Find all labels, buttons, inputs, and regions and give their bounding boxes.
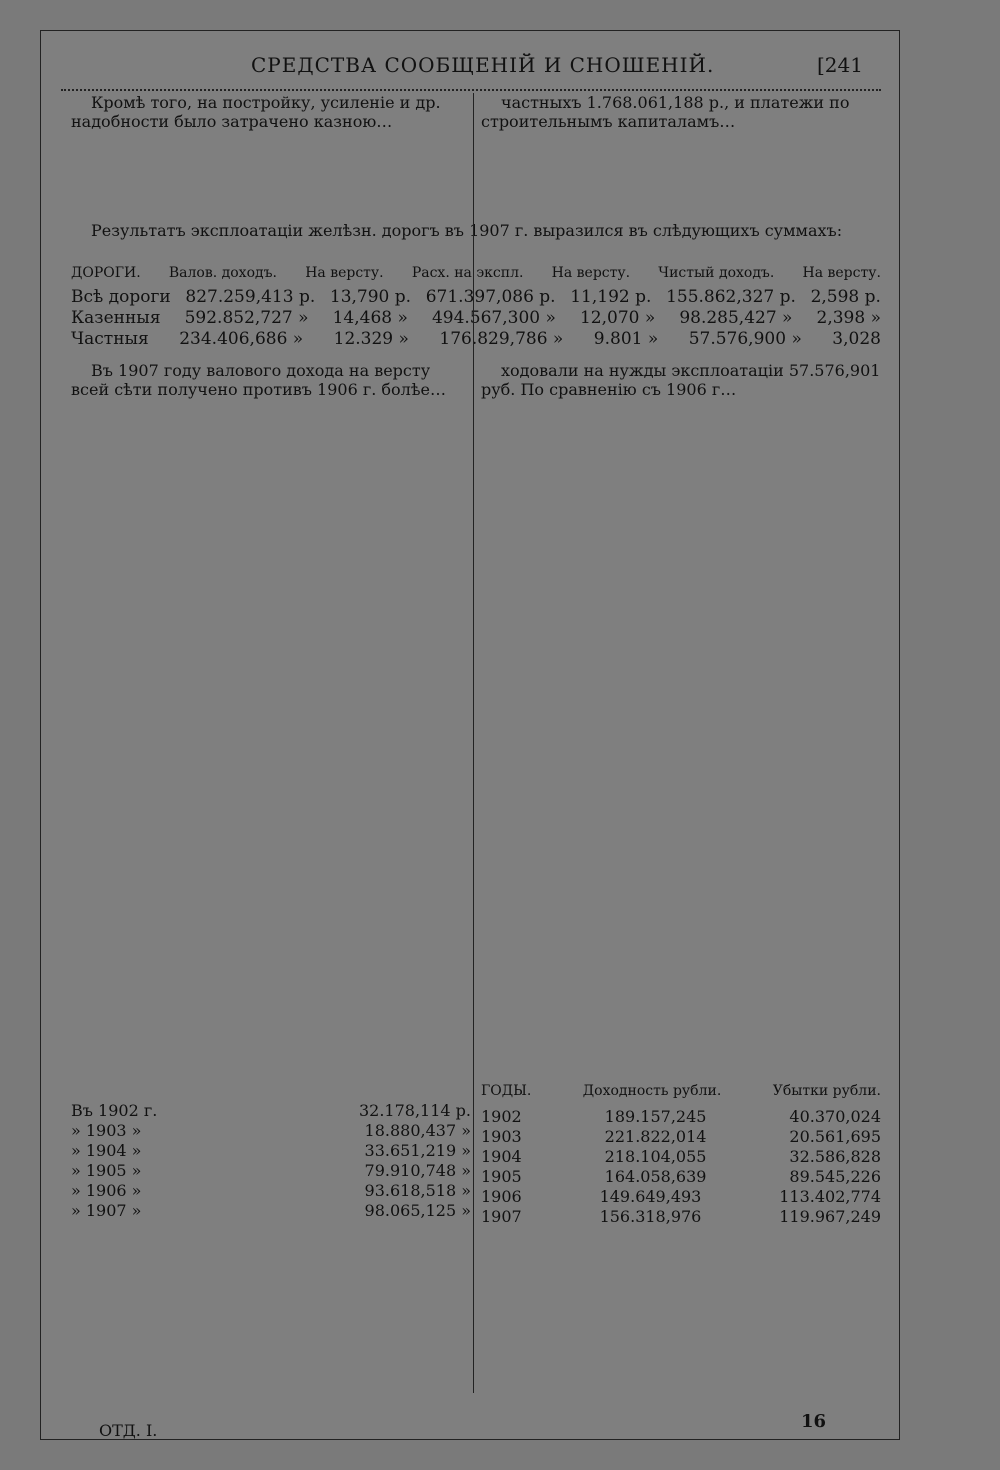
year-value: 98.065,125 » [364,1201,471,1220]
table-cell: 176.829,786 » [439,329,564,349]
table-header-cell: ГОДЫ. [481,1083,532,1099]
income-losses-table [481,1081,881,1227]
table-cell: 234.406,686 » [179,329,304,349]
table-row [71,308,881,329]
table-cell: Частныя [71,329,149,349]
year-label: » 1907 » [71,1201,142,1220]
left-top-text [71,93,471,139]
year-label: Въ 1902 г. [71,1101,158,1120]
table-cell: 12,070 » [579,308,656,328]
table-cell: Казенныя [71,308,161,328]
paragraph: Кромѣ того, на постройку, усиленіе и др. надобности было затрачено казною… [71,93,441,131]
page-header [41,45,901,85]
results-table-head [71,265,881,281]
table-cell: 1902 [481,1107,522,1126]
year-label: » 1906 » [71,1181,142,1200]
table-cell: 149.649,493 [599,1187,702,1206]
table-cell: 113.402,774 [779,1187,881,1206]
list-item [71,1121,471,1141]
table-row [481,1167,881,1187]
right-top-text [481,93,881,139]
table-header-cell: Валов. доходъ. [168,265,277,281]
table-cell: 671.397,086 р. [425,287,556,307]
table-cell: 1906 [481,1187,522,1206]
list-item [71,1201,471,1221]
table-header-cell: ДОРОГИ. [71,265,141,281]
table-cell: 827.259,413 р. [185,287,316,307]
table-cell: 40.370,024 [789,1107,881,1126]
table-row [481,1107,881,1127]
table-cell: 3,028 [832,329,881,349]
table-cell: 12.329 » [333,329,409,349]
table-row [481,1127,881,1147]
paragraph: ходовали на нужды эксплоатаціи 57.576,901 руб. По сравненію съ 1906 г… [481,361,881,399]
list-item [71,1161,471,1181]
table-header-cell: Расх. на экспл. [411,265,524,281]
page-number: [241 [817,53,863,77]
table-cell: 218.104,055 [604,1147,707,1166]
list-item [71,1181,471,1201]
table-cell: 2,598 р. [810,287,881,307]
column-divider [473,93,475,1393]
section-label: ОТД. I. [99,1421,158,1440]
table-cell: 1903 [481,1127,522,1146]
table-header-cell: Чистый доходъ. [658,265,775,281]
losses-by-year [71,1101,471,1221]
year-label: » 1904 » [71,1141,142,1160]
table-cell: 32.586,828 [789,1147,881,1166]
table-row [71,329,881,350]
paragraph: Результатъ эксплоатаціи желѣзн. дорогъ въ 1907 г. выразился въ слѣдующихъ суммахъ: [91,221,843,240]
table-cell: 57.576,900 » [688,329,802,349]
table-cell: 1904 [481,1147,522,1166]
right-main-text [481,361,881,407]
table-cell: 155.862,327 р. [666,287,796,307]
list-item [71,1101,471,1121]
table-cell: 1905 [481,1167,522,1186]
table-row [481,1187,881,1207]
table-cell: 119.967,249 [779,1207,881,1226]
table-cell: Всѣ дороги [71,287,171,307]
table-row [481,1147,881,1167]
table-cell: 98.285,427 » [679,308,793,328]
year-value: 93.618,518 » [364,1181,471,1200]
page-title: СРЕДСТВА СООБЩЕНІЙ И СНОШЕНІЙ. [251,53,715,77]
results-intro [71,221,881,248]
table-cell: 11,192 р. [570,287,652,307]
table-cell: 156.318,976 [599,1207,702,1226]
table-row [71,287,881,308]
year-label: » 1905 » [71,1161,142,1180]
year-label: » 1903 » [71,1121,142,1140]
signature-number: 16 [801,1411,827,1432]
table-cell: 221.822,014 [604,1127,707,1146]
table-header-cell: На версту. [802,265,881,281]
table-cell: 164.058,639 [604,1167,707,1186]
table-cell: 1907 [481,1207,522,1226]
table-cell: 14,468 » [332,308,408,328]
paragraph: Въ 1907 году валового дохода на версту всей сѣти получено противъ 1906 г. болѣе… [71,361,446,399]
table-cell: 9.801 » [593,329,659,349]
left-main-text [71,361,471,407]
table-cell: 13,790 р. [329,287,412,307]
results-table [71,287,881,350]
page [40,30,900,1440]
table-header-cell: На версту. [551,265,631,281]
table-header-cell: Убытки рубли. [772,1083,881,1099]
year-value: 32.178,114 р. [358,1101,471,1120]
table-cell: 89.545,226 [789,1167,881,1186]
table-header-cell: Доходность рубли. [582,1083,722,1099]
table-row [481,1207,881,1227]
table-header-cell: На версту. [305,265,384,281]
paragraph: частныхъ 1.768.061,188 р., и платежи по строительнымъ капиталамъ… [481,93,850,131]
year-value: 79.910,748 » [364,1161,471,1180]
table-cell: 2,398 » [816,308,881,328]
table-head [481,1081,881,1101]
table-cell: 494.567,300 » [431,308,556,328]
year-value: 33.651,219 » [364,1141,471,1160]
year-value: 18.880,437 » [364,1121,471,1140]
table-cell: 20.561,695 [789,1127,881,1146]
table-cell: 189.157,245 [604,1107,707,1126]
table-cell: 592.852,727 » [184,308,309,328]
list-item [71,1141,471,1161]
